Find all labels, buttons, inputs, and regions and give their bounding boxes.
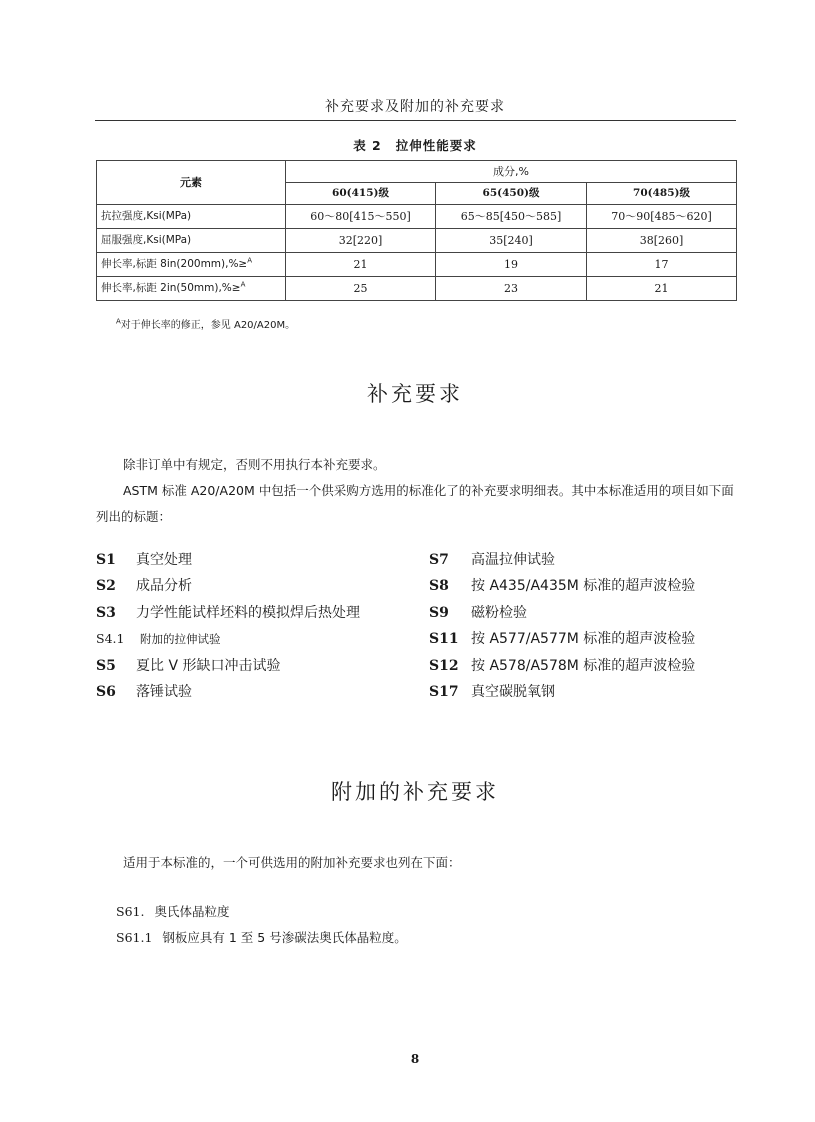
item-text: 真空处理: [136, 552, 192, 568]
item-text: 真空碳脱氧钢: [471, 683, 555, 700]
header-rule: [95, 120, 736, 121]
requirements-list-left: [96, 547, 360, 705]
item-code: S7: [429, 552, 449, 568]
table-number: 表 2: [353, 138, 382, 153]
grade-header: 65(450)级: [436, 183, 587, 205]
footnote-mark: A: [116, 317, 121, 326]
table-row: [97, 253, 737, 277]
s611-code: S61.1: [116, 930, 153, 945]
table-cell: 60～80[415～550]: [286, 205, 436, 229]
table-cell: 25: [286, 277, 436, 301]
row-label: 抗拉强度,Ksi(MPa): [97, 205, 286, 229]
table-cell: 21: [286, 253, 436, 277]
row-label: 伸长率,标距 2in(50mm),%≥$^A$: [97, 277, 286, 301]
requirements-list-right: [429, 547, 695, 705]
table-caption: [95, 136, 735, 154]
element-header: 元素: [97, 161, 286, 205]
item-code: S4.1: [96, 631, 125, 647]
supplementary-intro-2: ASTM 标准 A20/A20M 中包括一个供采购方选用的标准化了的补充要求明细表。其中本标准适用的项目如下面列出的标题：: [96, 483, 734, 524]
list-item: [429, 547, 695, 573]
item-text: 附加的拉伸试验: [140, 632, 221, 647]
table-row: [97, 277, 737, 301]
table-cell: 70～90[485～620]: [587, 205, 737, 229]
footnote-ref: A: [247, 256, 253, 265]
list-item: [96, 679, 360, 705]
table-cell: 38[260]: [587, 229, 737, 253]
item-text: 按 A435/A435M 标准的超声波检验: [471, 578, 696, 595]
table-cell: 65～85[450～585]: [436, 205, 587, 229]
list-item: [429, 573, 695, 599]
list-item: [96, 653, 360, 679]
item-code: S17: [429, 683, 459, 700]
table-footnote: [116, 316, 295, 331]
item-code: S2: [96, 578, 116, 595]
list-item: [429, 626, 695, 652]
table-cell: 19: [436, 253, 587, 277]
list-item: [429, 600, 695, 626]
item-text: 按 A577/A577M 标准的超声波检验: [471, 631, 696, 648]
item-text: 落锤试验: [136, 683, 192, 700]
supplementary-intro-1: 除非订单中有规定，否则不用执行本补充要求。: [123, 457, 386, 472]
list-item: [96, 600, 360, 626]
s611-text: 钢板应具有 1 至 5 号渗碳法奥氏体晶粒度。: [162, 930, 407, 945]
table-header-row: [97, 161, 737, 183]
list-item: [429, 679, 695, 705]
table-row: [97, 205, 737, 229]
item-text: 按 A578/A578M 标准的超声波检验: [471, 657, 696, 674]
item-code: S3: [96, 604, 116, 621]
row-label: 屈服强度,Ksi(MPa): [97, 229, 286, 253]
item-text: 夏比 V 形缺口冲击试验: [136, 657, 281, 674]
item-text: 高温拉伸试验: [471, 552, 555, 568]
grade-header: 60(415)级: [286, 183, 436, 205]
s61-code: S61.: [116, 904, 145, 919]
row-label: 伸长率,标距 8in(200mm),%≥$^A$: [97, 253, 286, 277]
s61-title: 奥氏体晶粒度: [154, 904, 230, 919]
running-title: 补充要求及附加的补充要求: [325, 99, 505, 115]
item-code: S5: [96, 657, 116, 674]
item-code: S11: [429, 631, 459, 648]
table-cell: 17: [587, 253, 737, 277]
table-cell: 21: [587, 277, 737, 301]
item-code: S12: [429, 657, 459, 674]
s61-title-line: [116, 902, 229, 920]
table-row: [97, 229, 737, 253]
item-code: S8: [429, 578, 449, 595]
item-text: 成品分析: [136, 578, 192, 595]
item-code: S1: [96, 552, 116, 568]
list-item: [96, 547, 360, 573]
list-item: [96, 573, 360, 599]
additional-heading: 附加的补充要求: [331, 780, 499, 804]
list-item: [429, 653, 695, 679]
table-cell: 23: [436, 277, 587, 301]
grade-header: 70(485)级: [587, 183, 737, 205]
footnote-text: 对于伸长率的修正，参见 A20/A20M。: [120, 320, 296, 331]
item-code: S9: [429, 604, 449, 621]
additional-intro: 适用于本标准的，一个可供选用的附加补充要求也列在下面：: [123, 855, 461, 870]
table-title: 拉伸性能要求: [395, 138, 477, 153]
list-item: [96, 626, 360, 652]
item-text: 力学性能试样坯料的模拟焊后热处理: [136, 604, 360, 621]
item-code: S6: [96, 683, 116, 700]
table-cell: 35[240]: [436, 229, 587, 253]
page-number: 8: [410, 1052, 420, 1066]
table-cell: 32[220]: [286, 229, 436, 253]
footnote-ref: A: [240, 280, 246, 289]
supplementary-heading: 补充要求: [367, 382, 463, 406]
composition-header: 成分,%: [286, 161, 737, 183]
s611-line: [116, 928, 407, 946]
item-text: 磁粉检验: [471, 604, 527, 621]
tensile-requirements-table: [96, 160, 737, 301]
